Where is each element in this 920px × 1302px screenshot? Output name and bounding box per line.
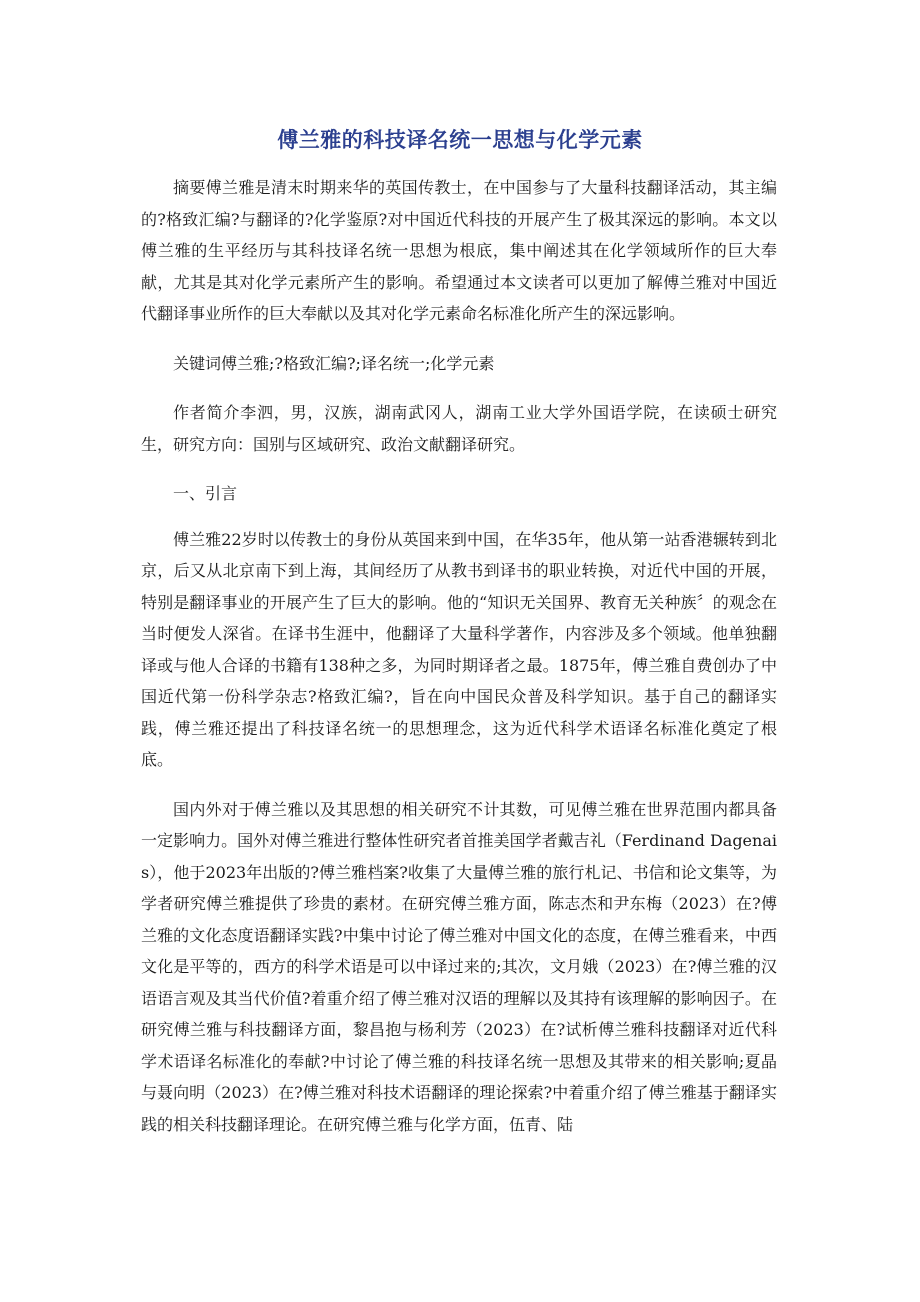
body-paragraph: 傅兰雅22岁时以传教士的身份从英国来到中国，在华35年，他从第一站香港辗转到北京，后又从北京南下到上海，其间经历了从教书到译书的职业转换，对近代中国的开展，特别是翻译事业的开展产生了巨大的影响。他的“知识无关国界、教育无关种族〞的观念在当时便发人深省。在译书生涯中，他翻译了大量科学著作，内容涉及多个领域。他单独翻译或与他人合译的书籍有138种之多，为同时期译者之最。1875年，傅兰雅自费创办了中国近代第一份科学杂志?格致汇编?，旨在向中国民众普及科学知识。基于自己的翻译实践，傅兰雅还提出了科技译名统一的思想理念，这为近代科学术语译名标准化奠定了根底。	[141, 529, 777, 769]
document-title: 傅兰雅的科技译名统一思想与化学元素	[277, 128, 643, 152]
document-body	[141, 172, 777, 1158]
body-paragraph: 国内外对于傅兰雅以及其思想的相关研究不计其数，可见傅兰雅在世界范围内都具备一定影响力。国外对傅兰雅进行整体性研究者首推美国学者戴吉礼（Ferdinand Dagenais），他于2023年出版的?傅兰雅档案?收集了大量傅兰雅的旅行札记、书信和论文集等，为学者研究傅兰雅提供了珍贵的素材。在研究傅兰雅方面，陈志杰和尹东梅（2023）在?傅兰雅的文化态度语翻译实践?中集中讨论了傅兰雅对中国文化的态度，在傅兰雅看来，中西文化是平等的，西方的科学术语是可以中译过来的;其次，文月娥（2023）在?傅兰雅的汉语语言观及其当代价值?着重介绍了傅兰雅对汉语的理解以及其持有该理解的影响因子。在研究傅兰雅与科技翻译方面，黎昌抱与杨利芳（2023）在?试析傅兰雅科技翻译对近代科学术语译名标准化的奉献?中讨论了傅兰雅的科技译名统一思想及其带来的相关影响;夏晶与聂向明（2023）在?傅兰雅对科技术语翻译的理论探索?中着重介绍了傅兰雅基于翻译实践的相关科技翻译理论。在研究傅兰雅与化学方面，伍青、陆	[141, 799, 777, 1134]
author-info-paragraph: 作者简介李泗，男，汉族，湖南武冈人，湖南工业大学外国语学院，在读硕士研究生，研究方向：国别与区域研究、政治文献翻译研究。	[141, 403, 777, 454]
section-heading-introduction: 一、引言	[173, 484, 238, 503]
keywords-paragraph: 关键词傅兰雅;?格致汇编?;译名统一;化学元素	[173, 353, 495, 373]
abstract-paragraph: 摘要傅兰雅是清末时期来华的英国传教士，在中国参与了大量科技翻译活动，其主编的?格致汇编?与翻译的?化学鉴原?对中国近代科技的开展产生了极其深远的影响。本文以傅兰雅的生平经历与其科技译名统一思想为根底，集中阐述其在化学领域所作的巨大奉献，尤其是其对化学元素所产生的影响。希望通过本文读者可以更加了解傅兰雅对中国近代翻译事业所作的巨大奉献以及其对化学元素命名标准化所产生的深远影响。	[141, 178, 777, 323]
